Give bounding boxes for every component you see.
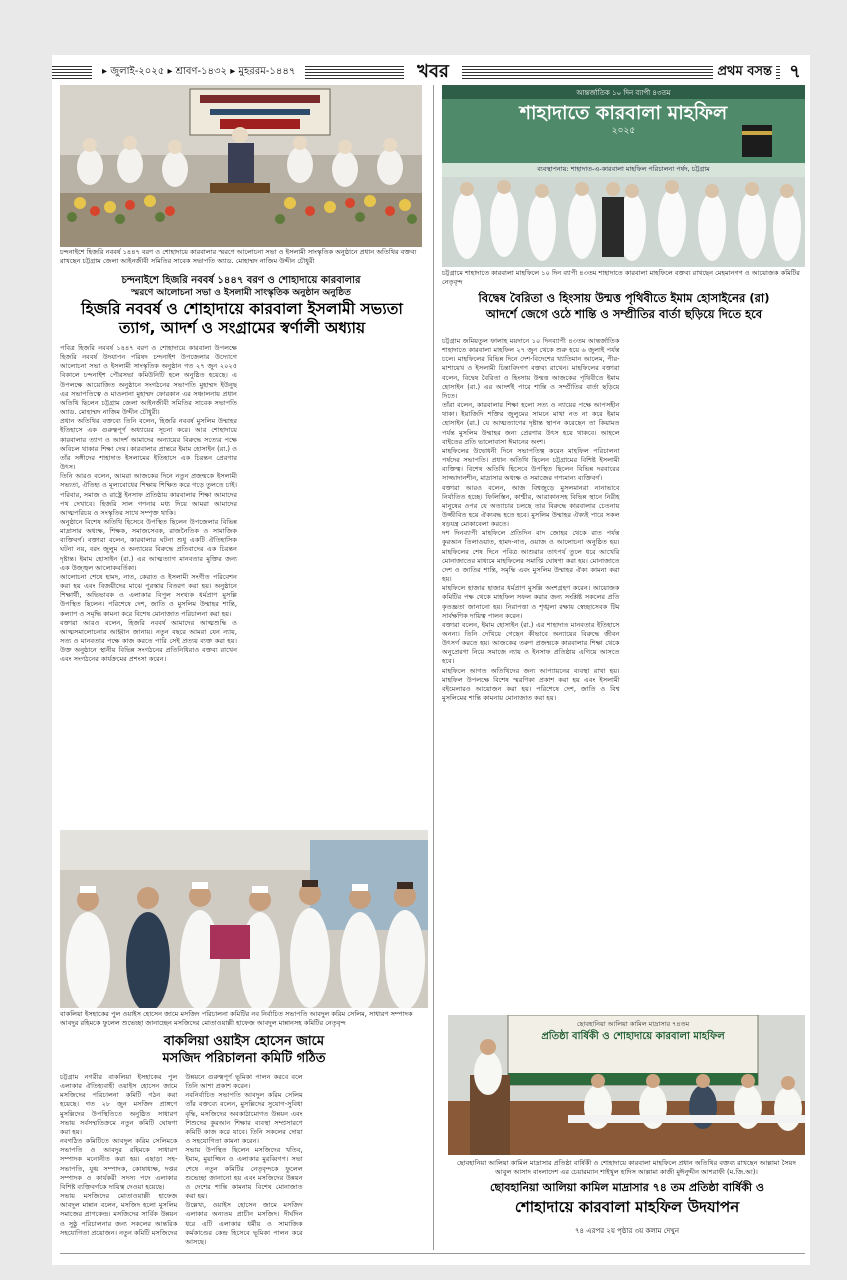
story2-paragraph: দশ দিনব্যাপী মাহফিলে প্রতিদিন বাদ জোহর থেকে রাত পর্যন্ত কুরআন তিলাওয়াত, হামদ-নাত, ওয়াজ ও আলোচনা অনুষ্ঠিত হয়। মাহফিলের শেষ দিনে পবিত্র আশুরার তাৎপর্য তুলে ধরে আখেরি মোনাজাতের মাধ্যমে মাহফিলের সমাপ্তি ঘোষণা করা হয়। মোনাজাতে দেশ ও জাতির শান্তি, সমৃদ্ধি এবং মুসলিম উম্মাহর ঐক্য কামনা করা হয়। [442,529,620,584]
footer-rule [60,1253,805,1254]
story2-banner-year: ২০২৫ [611,126,636,136]
story1-body [60,344,422,820]
header-date: ▸ জুলাই-২০২৫ ▸ শ্রাবণ-১৪৩২ ▸ মুহররম-১৪৪৭ [92,63,305,81]
story2-body [442,337,805,1009]
story2-banner-org: ব্যবস্থাপনায়: শাহাদাত-এ-কারবালা মাহফিল পরিচালনা পর্ষদ, চট্টগ্রাম [537,165,710,173]
story1-headline-1: হিজরি নববর্ষ ও শোহাদায়ে কারবালা ইসলামী সভ্যতা [81,300,403,318]
story1-headline-2: ত্যাগ, আদর্শ ও সংগ্রামের স্বর্ণালী অধ্যায় [118,319,366,337]
story2-headline-2: আদর্শে জেগে ওঠে শান্তি ও সম্প্রীতির বার্তা ছড়িয়ে দিতে হবে [485,307,763,321]
story2-photo [442,85,805,267]
story2-paragraph: তাঁরা বলেন, কারবালার শিক্ষা হলো সত্য ও ন্যায়ের পক্ষে আপসহীন থাকা। ইয়াজিদি শক্তির জুলুমের সামনে মাথা নত না করে ইমাম হোসাইন (রা.) যে আত্মত্যাগের দৃষ্টান্ত স্থাপন করেছেন তা কিয়ামত পর্যন্ত মুসলিম উম্মাহর জন্য প্রেরণার উৎস হয়ে থাকবে। আহলে বাইতের প্রতি ভালোবাসা ঈমানের অংশ। [442,401,620,446]
section-title: খবর [404,61,462,83]
story1-kicker-2: স্মরণে আলোচনা সভা ও ইসলামী সাংস্কৃতিক অনুষ্ঠান অনুষ্ঠিত [131,288,351,298]
story3-body [60,1073,428,1249]
story4-headline-1: ছোবহানিয়া আলিয়া কামিল মাদ্রাসার ৭৪ তম প্রতিষ্ঠা বার্ষিকী ও [490,1181,764,1194]
column-rule [433,85,434,1250]
newspaper-page [52,55,810,1265]
story1-paragraph: প্রধান অতিথির বক্তব্যে তিনি বলেন, হিজরি নববর্ষ মুসলিম উম্মাহর ইতিহাসে এক গুরুত্বপূর্ণ অধ্যায়ের সূচনা করে। আর শোহাদায়ে কারবালার ত্যাগ ও আদর্শ আমাদের অন্যায়ের বিরুদ্ধে সত্যের পক্ষে অবিচল থাকার শিক্ষা দেয়। কারবালার প্রান্তরে ইমাম হোসাইন (রা.) ও তাঁর সঙ্গীদের শাহাদাত ইসলামের ইতিহাসে এক চিরন্তন প্রেরণার উৎস। [60,417,237,472]
continuation-note: ৭৪ এরপর ২য় পৃষ্ঠার ৩য় কলাম দেখুন [574,1227,680,1235]
story2-paragraph: বক্তারা আরও বলেন, আজ বিশ্বজুড়ে মুসলমানরা নানাভাবে নির্যাতিত হচ্ছে। ফিলিস্তিন, কাশ্মীর, আরাকানসহ বিভিন্ন স্থানে নিরীহ মানুষের ওপর যে অত্যাচার চলছে তার বিরুদ্ধে কারবালার চেতনায় উজ্জীবিত হয়ে ঐক্যবদ্ধ হতে হবে। মুসলিম উম্মাহর ঐক্যই পারে সকল ষড়যন্ত্র মোকাবেলা করতে। [442,483,620,529]
story2-paragraph: চট্টগ্রাম জমিয়তুল ফালাহ ময়দানে ১০ দিনব্যাপী ৪৩তম আন্তর্জাতিক শাহাদাতে কারবালা মাহফিল ২৭ জুন থেকে শুরু হয়ে ৬ জুলাই পর্যন্ত চলে। মাহফিলের বিভিন্ন দিনে দেশ-বিদেশের খ্যাতিমান আলেম, পীর-মাশায়েখ ও ইসলামী চিন্তাবিদগণ বক্তব্য রাখেন। মাহফিলের বক্তারা বলেন, বিদ্বেষ বৈরিতা ও হিংসায় উন্মত্ত আজকের পৃথিবীতে ইমাম হোসাইন (রা.) এর আদর্শই পারে শান্তি ও সম্প্রীতির বার্তা ছড়িয়ে দিতে। [442,337,620,400]
story3-paragraph: উল্লেখ্য, ওয়াইস হোসেন জামে মসজিদ এলাকার অন্যতম প্রাচীন মসজিদ। দীর্ঘদিন ধরে এটি এলাকার ধর্মীয় ও সামাজিক কর্মকাণ্ডের কেন্দ্র হিসেবে ভূমিকা পালন করে আসছে। [185,1201,303,1246]
story3-headline-2: মসজিদ পরিচালনা কমিটি গঠিত [162,1051,326,1066]
brand-logo: প্রথম বসন্ত [713,61,776,83]
story2-paragraph: বক্তারা বলেন, ইমাম হোসাইন (রা.) এর শাহাদাত মানবতার ইতিহাসে অনন্য। তিনি দেখিয়ে গেছেন কীভাবে অন্যায়ের বিরুদ্ধে জীবন উৎসর্গ করতে হয়। আজকের তরুণ প্রজন্মকে কারবালার শিক্ষা থেকে অনুপ্রেরণা নিয়ে সমাজে ন্যায় ও ইনসাফ প্রতিষ্ঠায় এগিয়ে আসতে হবে। [442,620,620,666]
story3-headline-1: বাকলিয়া ওয়াইস হোসেন জামে [163,1034,325,1049]
story1-paragraph: তিনি আরও বলেন, আমরা আজকের দিনে নতুন প্রজন্মকে ইসলামী সভ্যতা, ঐতিহ্য ও মূল্যবোধের শিক্ষায় শিক্ষিত করে গড়ে তুলতে চাই। পরিবার, সমাজ ও রাষ্ট্রে ইনসাফ প্রতিষ্ঠায় কারবালার শিক্ষা আমাদের পথ দেখাবে। হিজরি সাল গণনার মধ্য দিয়ে আমরা আমাদের আত্মপরিচয় ও সংস্কৃতির সাথে সম্পৃক্ত থাকি। [60,472,237,517]
story1-paragraph: বক্তারা আরও বলেন, হিজরি নববর্ষ আমাদের আত্মশুদ্ধি ও আত্মসমালোচনার আহ্বান জানায়। নতুন বছরে আমরা যেন ন্যায়, সত্য ও মানবতার পক্ষে কাজ করতে পারি সেই প্রত্যয় ব্যক্ত করা হয়। উক্ত অনুষ্ঠানে স্থানীয় বিভিন্ন সংগঠনের প্রতিনিধিরাও বক্তব্য রাখেন এবং সংগঠনের কার্যক্রমের প্রশংসা করেন। [60,618,237,664]
story1-kicker-1: চন্দনাইশে হিজরি নববর্ষ ১৪৪৭ বরণ ও শোহাদায়ে কারবালার [121,275,361,286]
story2-photo-caption: চট্টগ্রামে শাহাদাতে কারবালা মাহফিলে ১০ দিন ব্যাপী ৪৩তম শাহাদাতে কারবালা মাহফিলে বক্তব্য রাখছেন মেহমানগণ ও আয়োজক কমিটির নেতৃবৃন্দ [442,269,800,286]
story3-paragraph: নবগঠিত কমিটিতে আবদুল করিম সেলিমকে সভাপতি ও আবদুর রহিমকে সাধারণ সম্পাদক মনোনীত করা হয়। এছাড়া সহ-সভাপতি, যুগ্ম সম্পাদক, কোষাধ্যক্ষ, দপ্তর সম্পাদক ও কার্যকরী সদস্য পদে এলাকার বিশিষ্ট ব্যক্তিবর্গকে দায়িত্ব দেওয়া হয়েছে। [60,1137,178,1191]
story4-banner-top: ছোবহানিয়া আলিয়া কামিল মাদ্রাসার ৭৪তম [576,1020,690,1028]
page-header [52,61,810,83]
story2-headline-1: বিদ্বেষ বৈরিতা ও হিংসায় উন্মত্ত পৃথিবীতে ইমাম হোসাইনের (রা) [478,291,770,305]
story1-paragraph: পবিত্র হিজরি নববর্ষ ১৪৪৭ বরণ ও শোহাদায়ে কারবালা উপলক্ষে হিজরি নববর্ষ উদযাপন পরিষদ চন্দনাইশ উপজেলার উদ্যোগে আলোচনা সভা ও ইসলামী সাংস্কৃতিক অনুষ্ঠান গত ২৭ জুন ২০২৫ বিকালে চন্দনাইশ পৌরসভা কমিউনিটি হলে অনুষ্ঠিত হয়েছে। এ উপলক্ষে আয়োজিত অনুষ্ঠানে সংগঠনের সভাপতি মুহাম্মদ ইউনুছ এর সভাপতিত্বে ও মাওলানা মুহাম্মদ ফোরকান এর সঞ্চালনায় প্রধান অতিথি ছিলেন চট্টগ্রাম জেলা আইনজীবী সমিতির সাবেক সভাপতি অ্যাড. মোহাম্মদ নাজিম উদ্দীন চৌধুরী। [60,344,237,417]
story3-photo-caption: বাকলিয়া ইসহাকের পুল ওয়াইস হোসেন জামে মসজিদ পরিচালনা কমিটির নব নির্বাচিত সভাপতি আবদুল করিম সেলিম, সাধারণ সম্পাদক আবদুর রহিমকে ফুলেল শুভেচ্ছা জানাচ্ছেন মসজিদের মোতাওয়াল্লী হাফেজ আবদুল মান্নানসহ কমিটির নেতৃবৃন্দ [60,1010,413,1027]
story1-photo-caption: চন্দনাইশে হিজরি নববর্ষ ১৪৪৭ বরণ ও শোহাদায়ে কারবালার স্মরণে আলোচনা সভা ও ইসলামী সাংস্কৃতিক অনুষ্ঠানে প্রধান অতিথির বক্তব্য রাখছেন চট্টগ্রাম জেলা আইনজীবী সমিতির সাবেক সভাপতি অ্যাড. মোহাম্মদ নাজিম উদ্দীন চৌধুরী [60,248,417,265]
story2-paragraph: মাহফিলে হাজার হাজার ধর্মপ্রাণ মুসল্লি অংশগ্রহণ করেন। আয়োজক কমিটির পক্ষ থেকে মাহফিল সফল করার জন্য সংশ্লিষ্ট সকলের প্রতি কৃতজ্ঞতা জানানো হয়। নিরাপত্তা ও শৃঙ্খলা রক্ষায় স্বেচ্ছাসেবক টিম সার্বক্ষণিক দায়িত্ব পালন করেন। [442,584,620,620]
page-number: ৭ [780,61,810,83]
story2-paragraph: মাহফিলের উদ্বোধনী দিনে সভাপতিত্ব করেন মাহফিল পরিচালনা পর্ষদের সভাপতি। প্রধান অতিথি ছিলেন চট্টগ্রামের বিশিষ্ট ইসলামী ব্যক্তিত্ব। বিশেষ অতিথি হিসেবে উপস্থিত ছিলেন বিভিন্ন দরবারের সাজ্জাদানশীন, মাদ্রাসার অধ্যক্ষ ও সমাজের গণ্যমান্য ব্যক্তিবর্গ। [442,446,620,483]
story2-banner-title: শাহাদাতে কারবালা মাহফিল [519,102,728,124]
story2-banner-top: আন্তর্জাতিক ১০ দিন ব্যাপী ৪৩তম [576,89,671,97]
story3-paragraph: নবনির্বাচিত সভাপতি আবদুল করিম সেলিম তাঁর বক্তব্যে বলেন, মুসল্লিদের সুযোগ-সুবিধা বৃদ্ধি, মসজিদের অবকাঠামোগত উন্নয়ন এবং শিশুদের কুরআন শিক্ষার ব্যবস্থা সম্প্রসারণে কমিটি কাজ করে যাবে। তিনি সকলের দোয়া ও সহযোগিতা কামনা করেন। [185,1091,303,1146]
story4-photo [448,1015,805,1155]
story1-paragraph: আলোচনা শেষে হামদ, নাত, কেরাত ও ইসলামী সংগীত পরিবেশন করা হয় এবং বিজয়ীদের মাঝে পুরস্কার বিতরণ করা হয়। অনুষ্ঠানে শিক্ষার্থী, অভিভাবক ও এলাকার বিপুল সংখ্যক ধর্মপ্রাণ মুসল্লি উপস্থিত ছিলেন। পরিশেষে দেশ, জাতি ও মুসলিম উম্মাহর শান্তি, কল্যাণ ও সমৃদ্ধি কামনা করে বিশেষ মোনাজাত পরিচালনা করা হয়। [60,572,237,618]
story3-photo [60,830,428,1008]
story4-banner-title: প্রতিষ্ঠা বার্ষিকী ও শোহাদায়ে কারবালা মাহফিল [541,1031,725,1042]
story4-headline-2: শোহাদায়ে কারবালা মাহফিল উদযাপন [514,1198,740,1216]
story2-paragraph: মাহফিলে আগত অতিথিদের জন্য আপ্যায়নের ব্যবস্থা রাখা হয়। মাহফিল উপলক্ষে বিশেষ স্মরণিকা প্রকাশ করা হয় এবং ইসলামী বইমেলারও আয়োজন করা হয়। পরিশেষে দেশ, জাতি ও বিশ্ব মুসলিমের শান্তি কামনায় মোনাজাত করা হয়। [442,666,620,703]
story1-photo [60,85,422,247]
story3-paragraph: সভায় মসজিদের মোতাওয়াল্লী হাফেজ আবদুল মান্নান বলেন, মসজিদ হলো মুসলিম সমাজের প্রাণকেন্দ্র। মসজিদের সার্বিক উন্নয়ন ও সুষ্ঠু পরিচালনার জন্য সকলের আন্তরিক সহযোগিতা প্রয়োজন। নতুন কমিটি মসজিদের উন্নয়নে গুরুত্বপূর্ণ ভূমিকা পালন করবে বলে তিনি আশা প্রকাশ করেন। [60,1073,303,1237]
story3-paragraph: সভায় উপস্থিত ছিলেন মসজিদের খতিব, ইমাম, মুয়াজ্জিন ও এলাকার মুরব্বিগণ। সভা শেষে নতুন কমিটির নেতৃবৃন্দকে ফুলেল শুভেচ্ছা জানানো হয় এবং মসজিদের উন্নয়ন ও দেশের শান্তি কামনায় বিশেষ মোনাজাত করা হয়। [185,1146,303,1201]
story4-photo-caption: ছোবহানিয়া আলিয়া কামিল মাদ্রাসার প্রতিষ্ঠা বার্ষিকী ও শোহাদায়ে কারবালা মাহফিলে প্রধান অতিথির বক্তব্য রাখছেন আল্লামা সৈয়দ আবুল আসাদ বাংলাদেশ এর চেয়ারম্যান শাইখুল হাদিস আল্লামা কাজী মুঈনুদ্দীন আশরাফী (ম.জি.আ)। [457,1159,796,1176]
story1-paragraph: অনুষ্ঠানে বিশেষ অতিথি হিসেবে উপস্থিত ছিলেন উপজেলার বিভিন্ন মাদ্রাসার অধ্যক্ষ, শিক্ষক, সমাজসেবক, রাজনৈতিক ও সামাজিক ব্যক্তিবর্গ। বক্তারা বলেন, কারবালার ঘটনা শুধু একটি ঐতিহাসিক ঘটনা নয়, বরং জুলুম ও অন্যায়ের বিরুদ্ধে প্রতিবাদের এক চিরন্তন দৃষ্টান্ত। ইমাম হোসাইন (রা.) এর আত্মত্যাগ মানবতার মুক্তির জন্য এক উজ্জ্বল আলোকবর্তিকা। [60,517,237,572]
story3-paragraph: চট্টগ্রাম নগরীর বাকলিয়া ইসহাকের পুল এলাকার ঐতিহ্যবাহী ওয়াইস হোসেন জামে মসজিদের পরিচালনা কমিটি গঠন করা হয়েছে। গত ২৮ জুন মসজিদ প্রাঙ্গণে মুসল্লিদের উপস্থিতিতে অনুষ্ঠিত সাধারণ সভায় সর্বসম্মতিক্রমে নতুন কমিটি ঘোষণা করা হয়। [60,1073,178,1136]
